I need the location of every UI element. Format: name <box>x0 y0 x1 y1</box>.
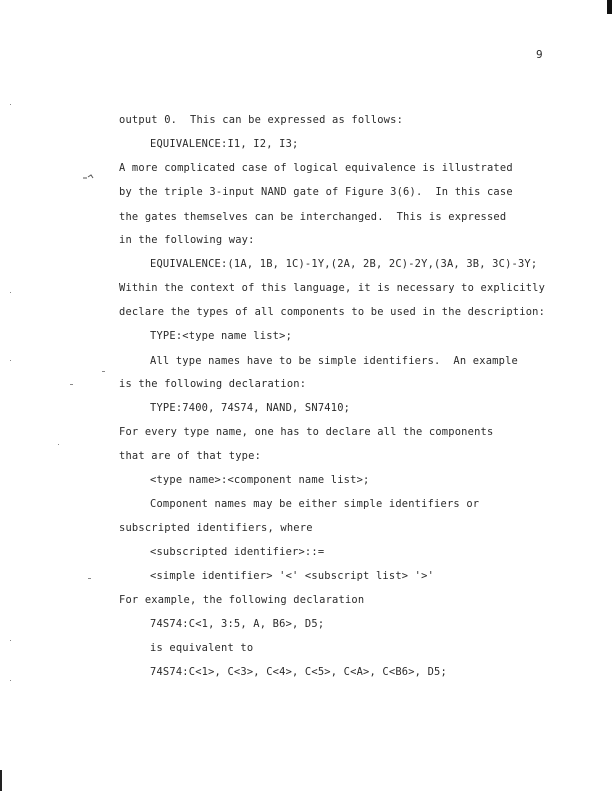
text-line: the gates themselves can be interchanged. This is expressed <box>119 211 507 223</box>
scan-speck <box>10 104 11 105</box>
code-line: EQUIVALENCE:I1, I2, I3; <box>150 138 299 150</box>
code-line: <subscripted identifier>::= <box>150 546 325 558</box>
scan-edge-mark <box>0 770 2 791</box>
code-line: TYPE:7400, 74S74, NAND, SN7410; <box>150 402 351 414</box>
scan-speck <box>58 444 59 445</box>
margin-pencil-mark <box>82 172 96 180</box>
text-line: is the following declaration: <box>119 378 307 390</box>
scan-speck <box>10 640 11 641</box>
scan-speck <box>10 292 11 293</box>
code-line: 74S74:C<1>, C<3>, C<4>, C<5>, C<A>, C<B6>, D5; <box>150 666 447 678</box>
text-line: All type names have to be simple identifiers. An example <box>150 355 518 367</box>
code-line: <type name>:<component name list>; <box>150 474 370 486</box>
code-line: EQUIVALENCE:(1A, 1B, 1C)-1Y,(2A, 2B, 2C)-2Y,(3A, 3B, 3C)-3Y; <box>150 258 538 270</box>
text-line: Within the context of this language, it is necessary to explicitly <box>119 282 546 294</box>
text-line: For every type name, one has to declare all the components <box>119 426 494 438</box>
code-line: 74S74:C<1, 3:5, A, B6>, D5; <box>150 618 325 630</box>
text-line: For example, the following declaration <box>119 594 365 606</box>
text-line: subscripted identifiers, where <box>119 522 313 534</box>
scan-speck <box>10 360 11 361</box>
scan-speck <box>10 680 11 681</box>
code-line: <simple identifier> '<' <subscript list> '>' <box>150 570 435 582</box>
text-line: declare the types of all components to be used in the description: <box>119 306 546 318</box>
text-line: by the triple 3-input NAND gate of Figure 3(6). In this case <box>119 186 513 198</box>
scan-corner-mark <box>607 0 612 14</box>
text-line: A more complicated case of logical equivalence is illustrated <box>119 162 513 174</box>
text-line: Component names may be either simple identifiers or <box>150 498 480 510</box>
page-number: 9 <box>536 48 543 61</box>
code-line: TYPE:<type name list>; <box>150 330 293 342</box>
text-line: in the following way: <box>119 234 255 246</box>
text-line: that are of that type: <box>119 450 262 462</box>
text-line: is equivalent to <box>150 642 254 654</box>
scan-speck <box>70 384 73 385</box>
scan-speck <box>102 371 105 372</box>
text-line: output 0. This can be expressed as follows: <box>119 114 404 126</box>
scan-speck <box>88 578 91 579</box>
